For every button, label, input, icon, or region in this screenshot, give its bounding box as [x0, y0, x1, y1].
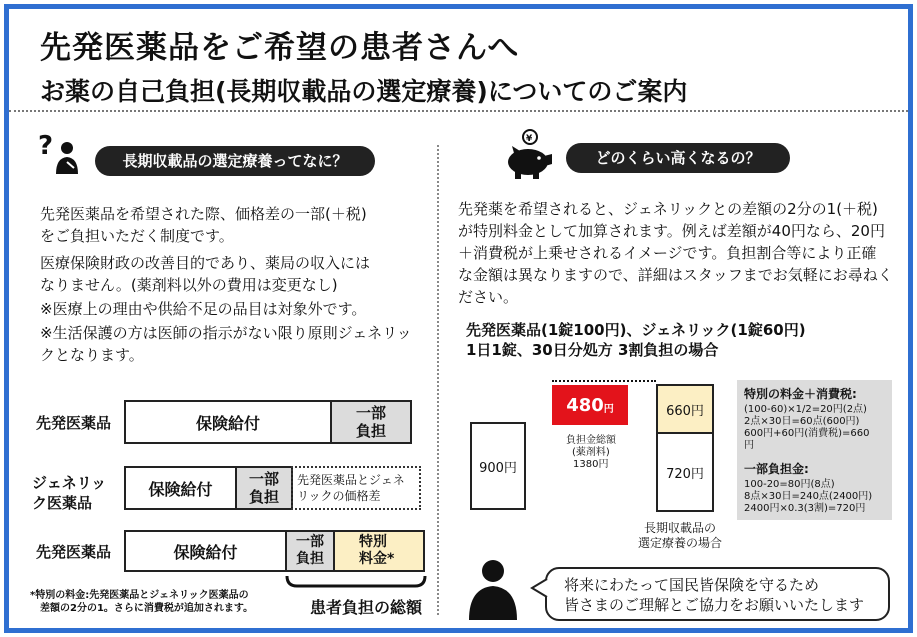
footnote-a: *特別の料金:先発医薬品とジェネリック医薬品の	[30, 590, 249, 601]
row1-copay-b: 負担	[355, 422, 386, 440]
row3-copay-box	[285, 530, 335, 572]
generic-900-box	[470, 422, 526, 510]
dots-connector-top	[552, 380, 656, 382]
row2-copay-b: 負担	[248, 488, 279, 506]
total-bracket	[284, 574, 428, 594]
right-text-e: ださい。	[458, 288, 519, 306]
question-person-icon	[36, 128, 88, 180]
special-l1: (100-60)×1/2=20円(2点)	[744, 404, 867, 415]
row1-copay-box	[330, 400, 412, 444]
right-text-a: 先発薬を希望されると、ジェネリックとの差額の2分の1(＋税)	[458, 200, 878, 218]
bubble-tail	[530, 577, 550, 599]
caption-b: 選定療養の場合	[638, 536, 723, 550]
message-line-a: 将来にわたって国民皆保険を守るため	[564, 576, 820, 594]
note-1: ※医療上の理由や供給不足の品目は対象外です。	[40, 300, 367, 318]
red-480-value: 480	[566, 394, 604, 416]
box-660	[656, 384, 714, 434]
right-text-b: が特別料金として加算されます。例えば差額が40円なら、20円	[458, 222, 885, 240]
caption-a: 長期収載品の	[644, 521, 717, 535]
note-2a: ※生活保護の方は医師の指示がない限り原則ジェネリッ	[40, 324, 412, 342]
footnote-b: 差額の2分の1。さらに消費税が追加されます。	[40, 603, 254, 614]
special-l4: 円	[744, 440, 754, 451]
total-label: 患者負担の総額	[310, 598, 423, 617]
page-subtitle: お薬の自己負担(長期収載品の選定療養)についてのご案内	[40, 77, 688, 106]
row2-copay-a: 一部	[248, 470, 279, 488]
row1-insurance-box	[124, 400, 332, 444]
intro-line-1a: 先発医薬品を希望された際、価格差の一部(＋税)	[40, 205, 367, 223]
row3-copay-b: 負担	[296, 551, 324, 567]
right-text-c: ＋消費税が上乗せされるイメージです。負担割合等により正確	[458, 244, 877, 262]
right-text-d: な金額は異なりますので、詳細はスタッフまでお気軽にお尋ねく	[458, 266, 893, 284]
row2-label-b: ク医薬品	[32, 494, 93, 512]
svg-text:?: ?	[38, 131, 54, 161]
row2-diff-a: 先発医薬品とジェネ	[297, 473, 405, 487]
divider-vertical	[437, 145, 439, 615]
drug-total-b: (薬剤料)	[572, 447, 610, 458]
generic-900-label: 900円	[479, 460, 517, 476]
intro-line-2a: 医療保険財政の改善目的であり、薬局の収入には	[40, 254, 371, 272]
message-line-b: 皆さまのご理解とご協力をお願いいたします	[564, 596, 865, 614]
row3-special-b: 料金*	[359, 551, 395, 567]
row2-copay-box	[235, 466, 293, 510]
row3-special-a: 特別	[359, 534, 387, 550]
svg-text:¥: ¥	[526, 134, 533, 144]
row1-insurance-label: 保険給付	[195, 413, 260, 433]
intro-line-1b: をご負担いただく制度です。	[40, 227, 234, 245]
copay-l3: 2400円×0.3(3割)=720円	[744, 503, 866, 514]
red-480-unit: 円	[603, 403, 614, 415]
box-720	[656, 432, 714, 512]
row3-insurance-label: 保険給付	[173, 542, 238, 562]
box-720-label: 720円	[666, 466, 704, 482]
box-660-label: 660円	[666, 403, 704, 419]
person-silhouette-icon	[463, 558, 523, 620]
special-title: 特別の料金＋消費税:	[744, 387, 857, 401]
copay-title: 一部負担金:	[744, 462, 809, 476]
note-2b: クとなります。	[40, 346, 144, 364]
section-heading-how-much: どのくらい高くなるの？	[566, 143, 790, 173]
page-title: 先発医薬品をご希望の患者さんへ	[40, 30, 520, 66]
row2-diff-b: リックの価格差	[297, 489, 381, 503]
row3-special-fee-box	[333, 530, 425, 572]
example-line-b: 1日1錠、30日分処方 3割負担の場合	[466, 341, 719, 359]
example-line-a: 先発医薬品(1錠100円)、ジェネリック(1錠60円)	[466, 321, 806, 339]
row2-insurance-label: 保険給付	[148, 479, 213, 499]
copay-l2: 8点×30日=240点(2400円)	[744, 491, 873, 502]
row1-copay-a: 一部	[355, 404, 386, 422]
row3-insurance-box	[124, 530, 287, 572]
divider-horizontal	[9, 110, 908, 112]
row1-label: 先発医薬品	[36, 414, 112, 432]
section-heading-what: 長期収載品の選定療養ってなに？	[95, 146, 375, 176]
special-l2: 2点×30日=60点(600円)	[744, 416, 860, 427]
drug-total-a: 負担金総額	[566, 435, 616, 446]
intro-line-2b: なりません。(薬剤料以外の費用は変更なし)	[40, 276, 338, 294]
row2-label-a: ジェネリッ	[32, 474, 107, 492]
drug-total-c: 1380円	[573, 459, 609, 470]
special-l3: 600円+60円(消費税)=660	[744, 428, 870, 439]
row2-insurance-box	[124, 466, 237, 510]
row3-label: 先発医薬品	[36, 543, 112, 561]
row3-copay-a: 一部	[296, 534, 324, 550]
piggy-bank-icon	[500, 128, 558, 180]
copay-l1: 100-20=80円(8点)	[744, 479, 835, 490]
red-480-box	[552, 385, 628, 425]
